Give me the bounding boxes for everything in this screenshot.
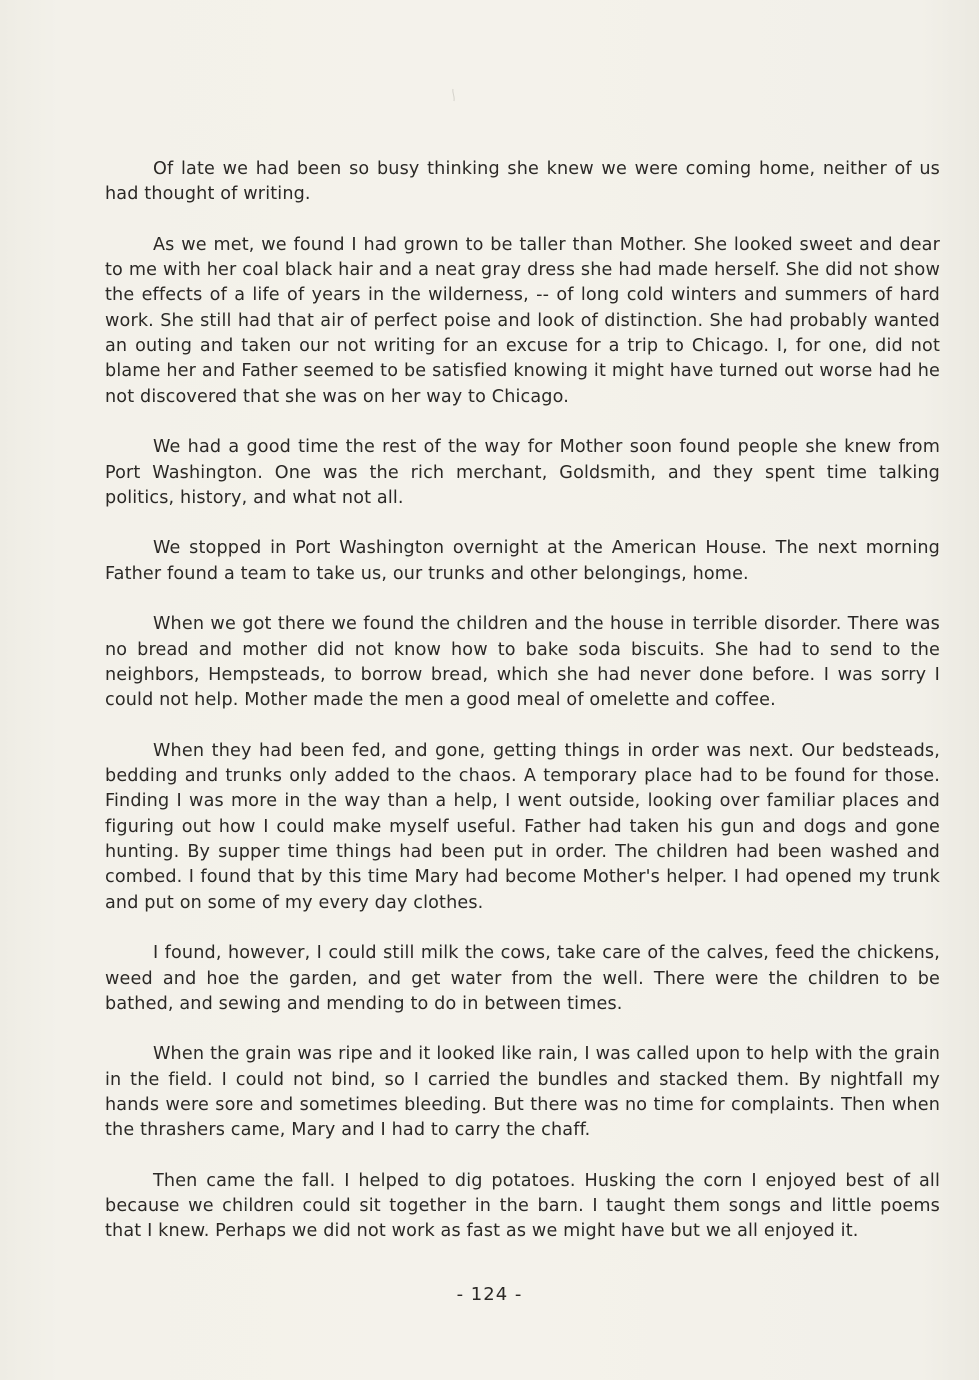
paper-mark (451, 88, 457, 102)
paragraph: Then came the fall. I helped to dig potatoes. Husking the corn I enjoyed best of all because we children could sit together in the barn. I taught them songs and little poems that I knew. Perhaps we did not work as fast as we might have but we all enjoyed it. (105, 1170, 940, 1242)
body-text (105, 157, 940, 1245)
paragraph: I found, however, I could still milk the cows, take care of the calves, feed the chickens, weed and hoe the garden, and get water from the well. There were the children to be bathed, and sewing and mending to do in between times. (105, 943, 940, 1014)
page-number: - 124 - (456, 1284, 523, 1305)
paragraph: As we met, we found I had grown to be taller than Mother. She looked sweet and dear to me with her coal black hair and a neat gray dress she had made herself. She did not show the effects of a life of years in the wilderness, -- of long cold winters and summers of hard work. She still had that air of perfect poise and look of distinction. She had probably wanted an outing and taken our not writing for an excuse for a trip to Chicago. I, for one, did not blame her and Father seemed to be satisfied knowing it might have turned out worse had he not discovered that she was on her way to Chicago. (105, 234, 940, 407)
paragraph: When they had been fed, and gone, getting things in order was next. Our bedsteads, bedding and trunks only added to the chaos. A temporary place had to be found for those. Finding I was more in the way than a help, I went outside, looking over familiar places and figuring out how I could make myself useful. Father had taken his gun and dogs and gone hunting. By supper time things had been put in order. The children had been washed and combed. I found that by this time Mary had become Mother's helper. I had opened my trunk and put on some of my every day clothes. (105, 740, 940, 913)
paragraph: When the grain was ripe and it looked like rain, I was called upon to help with the grain in the field. I could not bind, so I carried the bundles and stacked them. By nightfall my hands were sore and sometimes bleeding. But there was no time for complaints. Then when the thrashers came, Mary and I had to carry the chaff. (105, 1044, 940, 1141)
paragraph: We stopped in Port Washington overnight at the American House. The next morning Father found a team to take us, our trunks and other belongings, home. (105, 538, 940, 584)
paragraph: We had a good time the rest of the way for Mother soon found people she knew from Port Washington. One was the rich merchant, Goldsmith, and they spent time talking politics, history, and what not all. (105, 437, 940, 508)
paragraph: When we got there we found the children and the house in terrible disorder. There was no bread and mother did not know how to bake soda biscuits. She had to send to the neighbors, Hempsteads, to borrow bread, which she had never done before. I was sorry I could not help. Mother made the men a good meal of omelette and coffee. (105, 614, 940, 711)
paragraph: Of late we had been so busy thinking she knew we were coming home, neither of us had thought of writing. (105, 159, 940, 205)
